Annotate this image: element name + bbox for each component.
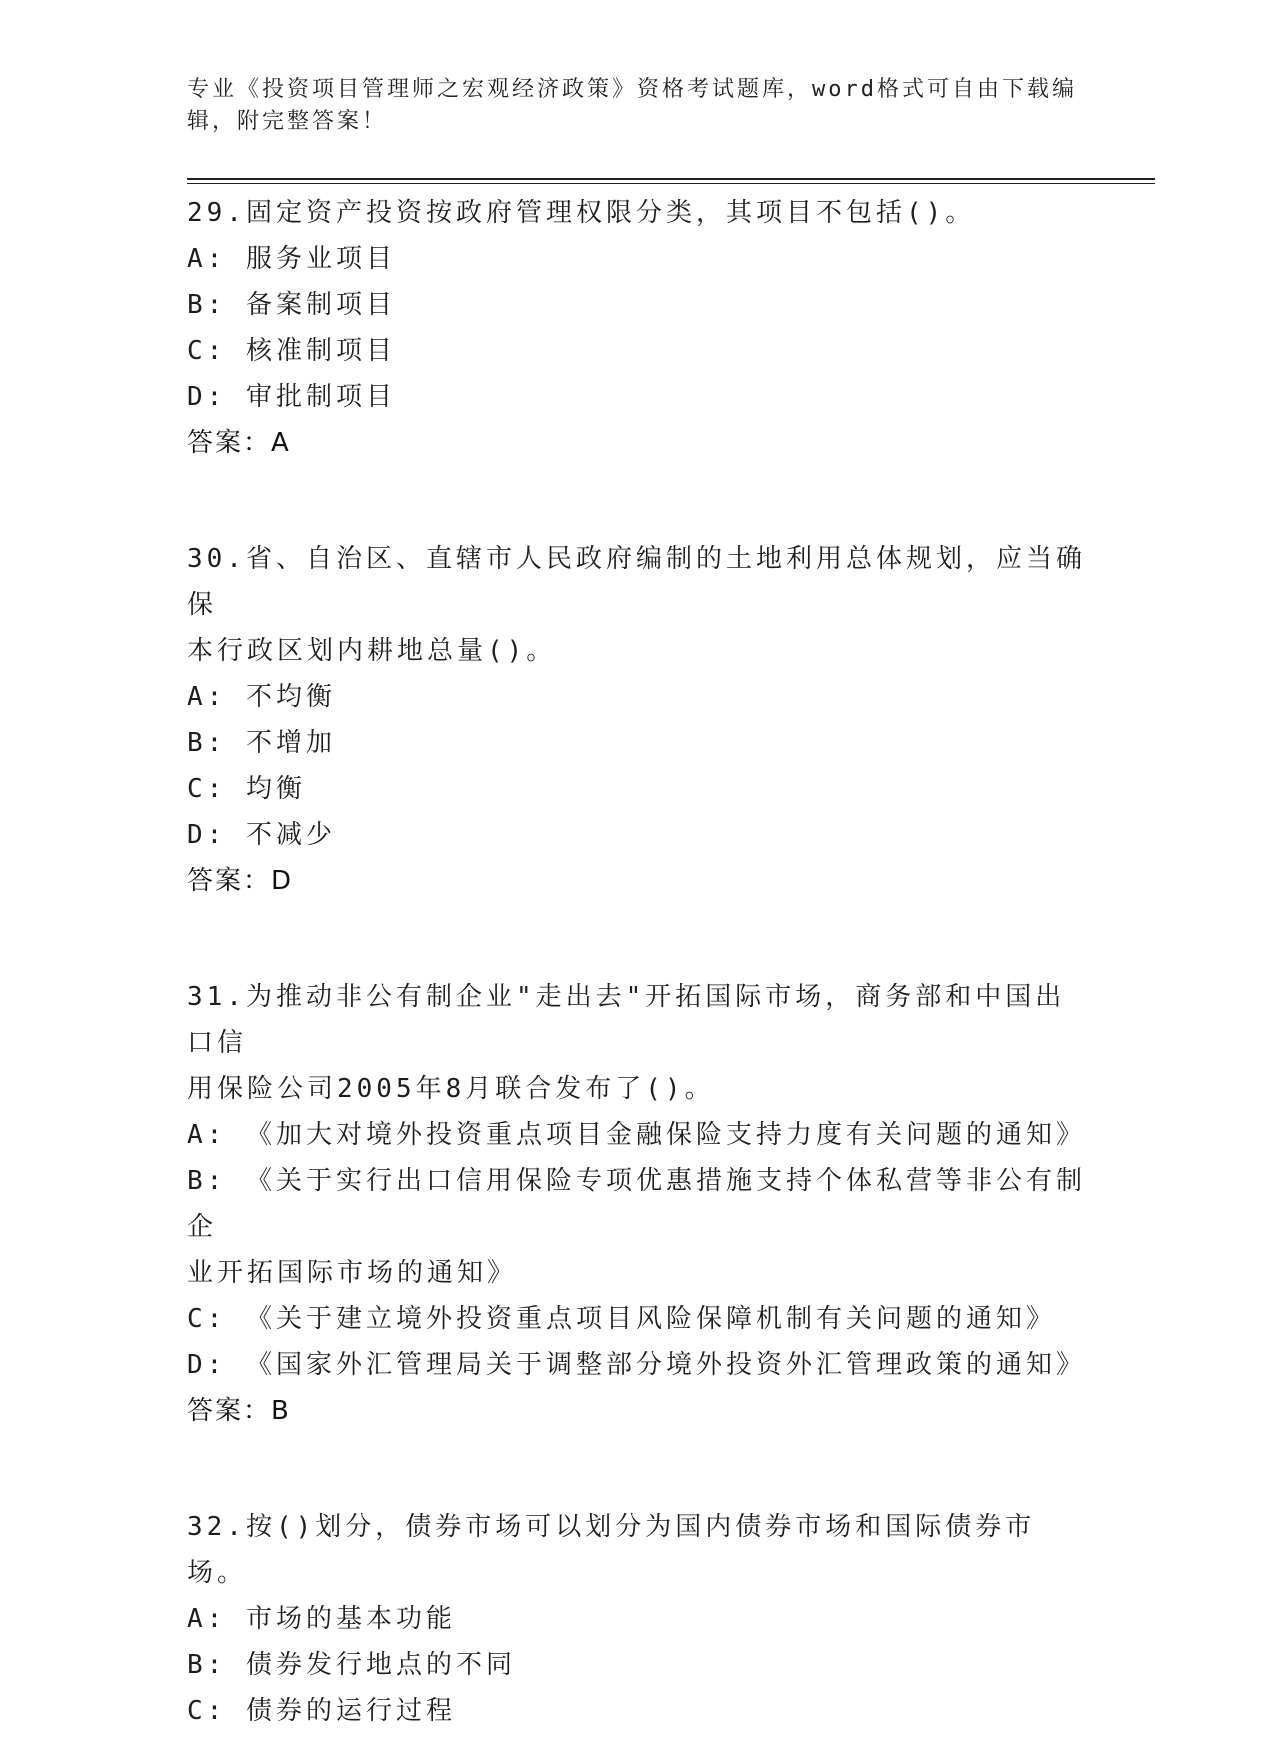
page-header (187, 74, 1087, 138)
option-line: A: 《加大对境外投资重点项目金融保险支持力度有关问题的通知》 (187, 1120, 1086, 1150)
option-line: C: 均衡 (187, 774, 306, 804)
option-line: B: 备案制项目 (187, 290, 396, 320)
option-line: A: 市场的基本功能 (187, 1604, 456, 1634)
option-line: A: 不均衡 (187, 682, 336, 712)
header-divider-thick (187, 178, 1155, 180)
answer-line: 答案：A (187, 428, 291, 458)
header-line-2: 辑，附完整答案！ (187, 109, 388, 134)
answer-line: 答案：D (187, 866, 294, 896)
question-text: 31.为推动非公有制企业"走出去"开拓国际市场，商务部和中国出口信 (187, 982, 1066, 1058)
question-block (187, 190, 1087, 508)
answer-line: 答案：B (187, 1396, 291, 1426)
question-spacer (187, 1434, 1087, 1476)
header-line-1: 专业《投资项目管理师之宏观经济政策》资格考试题库，word格式可自由下载编 (187, 77, 1077, 102)
option-line: D: 审批制项目 (187, 382, 396, 412)
question-text: 本行政区划内耕地总量()。 (187, 636, 557, 666)
question-text: 32.按()划分，债券市场可以划分为国内债券市场和国际债券市场。 (187, 1512, 1036, 1588)
option-line: B: 不增加 (187, 728, 336, 758)
option-line: D: 不减少 (187, 820, 336, 850)
question-list (187, 190, 1087, 1762)
option-line: C: 债券的运行过程 (187, 1696, 456, 1726)
question-spacer (187, 466, 1087, 508)
option-line: 业开拓国际市场的通知》 (187, 1258, 518, 1288)
question-spacer (187, 904, 1087, 946)
question-block (187, 974, 1087, 1476)
question-text: 29.固定资产投资按政府管理权限分类，其项目不包括()。 (187, 198, 976, 228)
header-divider-thin (187, 183, 1155, 184)
question-block (187, 1504, 1087, 1734)
option-line: C: 核准制项目 (187, 336, 396, 366)
question-block (187, 536, 1087, 946)
option-line: A: 服务业项目 (187, 244, 396, 274)
question-text: 用保险公司2005年8月联合发布了()。 (187, 1074, 715, 1104)
option-line: D: 《国家外汇管理局关于调整部分境外投资外汇管理政策的通知》 (187, 1350, 1086, 1380)
option-line: C: 《关于建立境外投资重点项目风险保障机制有关问题的通知》 (187, 1304, 1056, 1334)
option-line: B: 《关于实行出口信用保险专项优惠措施支持个体私营等非公有制企 (187, 1166, 1086, 1242)
option-line: B: 债券发行地点的不同 (187, 1650, 516, 1680)
question-text: 30.省、自治区、直辖市人民政府编制的土地利用总体规划，应当确保 (187, 544, 1086, 620)
